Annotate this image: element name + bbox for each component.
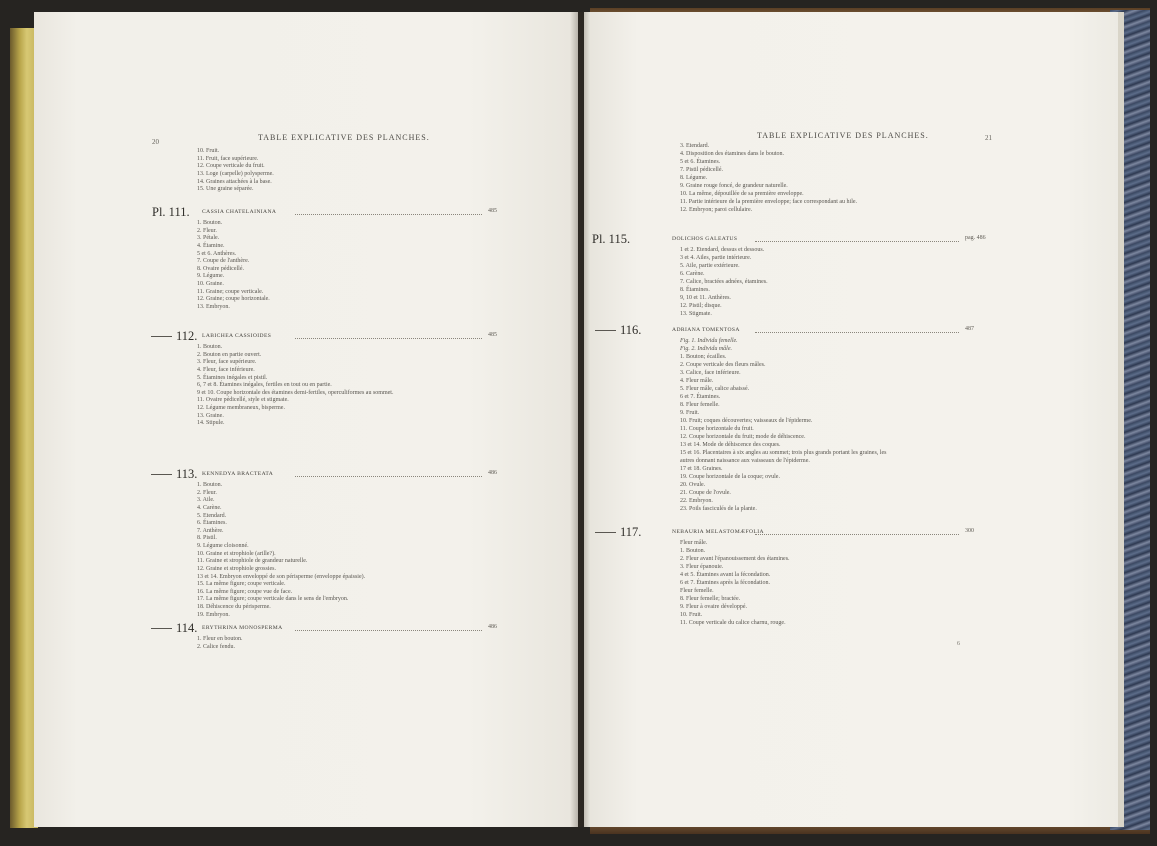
plate-page-reference: 487 — [965, 326, 974, 332]
legend-line: 2. Bouton en partie ouvert. — [197, 351, 262, 358]
legend-line: 11. Coupe verticale du calice charnu, rouge. — [680, 620, 786, 626]
legend-line: 11. Graine; coupe verticale. — [197, 288, 264, 295]
plate-label: Pl. 115. — [592, 232, 631, 246]
plate-label: 117. — [620, 525, 642, 539]
plate-label: 116. — [620, 323, 642, 337]
plate-ditto-dash — [151, 336, 172, 337]
legend-line: 15. Une graine séparée. — [197, 186, 254, 193]
legend-line: 8. Pistil. — [197, 535, 217, 542]
book-gutter — [570, 12, 590, 827]
leader-dots — [755, 534, 959, 535]
legend-line: 5 et 6. Anthères. — [197, 250, 237, 257]
legend-line: 7. Pistil pédicellé. — [680, 167, 723, 173]
leader-dots — [295, 338, 482, 339]
legend-line: 9. Fleur à ovaire développé. — [680, 604, 747, 610]
legend-line: 1. Bouton; écailles. — [680, 354, 727, 360]
legend-line: 17 et 18. Graines. — [680, 466, 723, 472]
legend-line: 13. Graine. — [197, 412, 224, 419]
legend-line: 4 et 5. Étamines avant la fécondation. — [680, 572, 771, 578]
legend-line: 17. La même figure; coupe verticale dans le sens de l'embryon. — [197, 596, 349, 603]
plate-label: 113. — [176, 467, 198, 481]
legend-line: 11. Graine et strophiole de grandeur naturelle. — [197, 558, 308, 565]
signature-mark: 6 — [957, 641, 960, 647]
leader-dots — [295, 214, 482, 215]
legend-line: 2. Fleur. — [197, 227, 217, 234]
legend-line: 18. Déhiscence du périsperme. — [197, 604, 271, 611]
legend-line: 23. Poils fasciculés de la plante. — [680, 506, 757, 512]
legend-line: 3. Fleur, face supérieure. — [197, 359, 257, 366]
legend-line: 12. Légume membraneux, bisperme. — [197, 405, 285, 412]
left-page-number: 20 — [152, 138, 159, 146]
legend-line: 1 et 2. Etendard, dessus et dessous. — [680, 247, 765, 253]
legend-line: 11. Partie intérieure de la première enveloppe; face correspondant au hile. — [680, 199, 858, 205]
legend-line: 13. Loge (carpelle) polysperme. — [197, 170, 274, 177]
plate-species-title: CASSIA CHATELAINIANA — [202, 209, 277, 215]
legend-line: 9. Légume. — [197, 273, 225, 280]
plate-species-title: NEBAURIA MELASTOMÆFOLIA — [672, 529, 764, 535]
legend-line: 8. Légume. — [680, 175, 708, 181]
legend-line: 4. Étamine. — [197, 242, 225, 249]
right-page-number: 21 — [985, 134, 992, 142]
plate-species-title: LABICHEA CASSIOIDES — [202, 333, 272, 339]
legend-line: 12. Graine et strophiole grossies. — [197, 565, 276, 572]
legend-line: 2. Coupe verticale des fleurs mâles. — [680, 362, 766, 368]
legend-line: 7. Anthère. — [197, 527, 224, 534]
legend-line: 16. La même figure; coupe vue de face. — [197, 588, 293, 595]
legend-line: Fig. 2. Individu mâle. — [680, 346, 732, 352]
legend-line: 10. Graine et strophiole (arille?). — [197, 550, 276, 557]
right-running-header: TABLE EXPLICATIVE DES PLANCHES. — [757, 131, 929, 140]
plate-species-title: DOLICHOS GALEATUS — [672, 236, 738, 242]
legend-line: 4. Fleur mâle. — [680, 378, 714, 384]
legend-line: 1. Bouton. — [197, 482, 223, 488]
legend-line: 13 et 14. Mode de déhiscence des coques. — [680, 442, 781, 448]
legend-line: 20. Ovule. — [680, 482, 706, 488]
plate-label: 112. — [176, 329, 198, 343]
plate-page-reference: 486 — [488, 470, 497, 476]
legend-line: Fleur mâle. — [680, 540, 708, 546]
legend-line: 12. Coupe horizontale du fruit; mode de déhiscence. — [680, 434, 806, 440]
leader-dots — [295, 630, 482, 631]
left-running-header: TABLE EXPLICATIVE DES PLANCHES. — [258, 133, 430, 142]
legend-line: autres donnant naissance aux vaisseaux de l'épiderme. — [680, 458, 810, 464]
legend-line: Fleur femelle. — [680, 588, 714, 594]
legend-line: 3. Pétale. — [197, 235, 220, 242]
legend-line: 9. Graine rouge foncé, de grandeur naturelle. — [680, 183, 788, 189]
plate-page-reference: 485 — [488, 332, 497, 338]
leader-dots — [755, 332, 959, 333]
plate-ditto-dash — [595, 532, 616, 533]
leader-dots — [295, 476, 482, 477]
plate-ditto-dash — [151, 628, 172, 629]
legend-line: 19. Coupe horizontale de la coque; ovule. — [680, 474, 780, 480]
legend-line: 3. Etendard. — [680, 143, 710, 149]
plate-species-title: ERYTHRINA MONOSPERMA — [202, 625, 283, 631]
legend-line: 9. Fruit. — [680, 410, 700, 416]
legend-line: 8. Ovaire pédicellé. — [197, 265, 244, 272]
page-edge-strip — [1118, 12, 1124, 827]
legend-line: 5. Étamines inégales et pistil. — [197, 374, 268, 381]
plate-ditto-dash — [151, 474, 172, 475]
legend-line: 14. Stipule. — [197, 420, 225, 427]
legend-line: 8. Étamines. — [680, 287, 710, 293]
legend-line: 11. Ovaire pédicellé, style et stigmate. — [197, 397, 289, 404]
legend-line: 11. Fruit, face supérieure. — [197, 155, 259, 162]
legend-line: 13. Stigmate. — [680, 311, 712, 317]
legend-line: Fig. 1. Individu femelle. — [680, 338, 738, 344]
legend-line: 10. Fruit. — [680, 612, 703, 618]
legend-line: 19. Embryon. — [197, 611, 230, 618]
legend-line: 13. Embryon. — [197, 303, 230, 310]
legend-line: 12. Embryon; paroi cellulaire. — [680, 207, 753, 213]
legend-line: 3. Aile. — [197, 497, 215, 504]
plate-species-title: KENNEDYA BRACTEATA — [202, 471, 274, 477]
legend-line: 12. Graine; coupe horizontale. — [197, 296, 270, 303]
legend-line: 10. Fruit. — [197, 148, 220, 154]
legend-line: 11. Coupe horizontale du fruit. — [680, 426, 754, 432]
plate-page-reference: 485 — [488, 208, 497, 214]
legend-line: 5. Etendard. — [197, 512, 227, 519]
legend-line: 2. Fleur. — [197, 489, 217, 496]
legend-line: 5. Aile, partie extérieure. — [680, 263, 740, 269]
legend-line: 6. Carène. — [680, 271, 705, 277]
plate-page-reference: 486 — [488, 624, 497, 630]
leader-dots — [755, 241, 959, 242]
legend-line: 15 et 16. Placentaires à six angles au sommet; trois plus grands portant les graines, les — [680, 450, 887, 456]
legend-line: 8. Fleur femelle; bractée. — [680, 596, 741, 602]
legend-line: 1. Bouton. — [680, 548, 706, 554]
legend-line: 4. Carène. — [197, 504, 222, 511]
plate-label: 114. — [176, 621, 198, 635]
plate-page-reference: 300 — [965, 528, 974, 534]
plate-label: Pl. 111. — [152, 205, 190, 219]
legend-line: 22. Embryon. — [680, 498, 713, 504]
legend-line: 8. Fleur femelle. — [680, 402, 720, 408]
legend-line: 1. Bouton. — [197, 220, 223, 226]
legend-line: 3. Calice, face inférieure. — [680, 370, 741, 376]
plate-species-title: ADRIANA TOMENTOSA — [672, 327, 740, 333]
legend-line: 10. Fruit; coques découvertes; vaisseaux de l'épiderme. — [680, 418, 813, 424]
legend-line: 5 et 6. Étamines. — [680, 159, 721, 165]
legend-line: 6, 7 et 8. Étamines inégales, fertiles en tout ou en partie. — [197, 382, 332, 389]
legend-line: 21. Coupe de l'ovule. — [680, 490, 731, 496]
legend-line: 2. Calice fendu. — [197, 643, 235, 650]
legend-line: 4. Fleur, face inférieure. — [197, 366, 255, 373]
legend-line: 9 et 10. Coupe horizontale des étamines demi-fertiles, operculiformes au sommet. — [197, 389, 394, 396]
legend-line: 6. Étamines. — [197, 520, 227, 527]
legend-line: 1. Fleur en bouton. — [197, 636, 243, 642]
legend-line: 9, 10 et 11. Anthères. — [680, 295, 731, 301]
legend-line: 9. Légume cloisonné. — [197, 543, 249, 550]
legend-line: 1. Bouton. — [197, 344, 223, 350]
legend-line: 5. Fleur mâle, calice abaissé. — [680, 386, 750, 392]
legend-line: 10. Graine. — [197, 281, 224, 288]
legend-line: 12. Coupe verticale du fruit. — [197, 163, 265, 170]
legend-line: 4. Disposition des étamines dans le bouton. — [680, 151, 784, 157]
legend-line: 6 et 7. Étamines après la fécondation. — [680, 580, 770, 586]
legend-line: 3 et 4. Ailes, partie intérieure. — [680, 255, 752, 261]
plate-page-reference: pag. 486 — [965, 235, 986, 241]
legend-line: 13 et 14. Embryon enveloppé de son périsperme (enveloppe épaissie). — [197, 573, 366, 580]
legend-line: 7. Coupe de l'anthère. — [197, 258, 250, 265]
legend-line: 15. La même figure; coupe verticale. — [197, 581, 286, 588]
legend-line: 3. Fleur épanouie. — [680, 564, 724, 570]
legend-line: 12. Pistil; disque. — [680, 303, 722, 309]
legend-line: 2. Fleur avant l'épanouissement des étamines. — [680, 556, 790, 562]
legend-line: 10. La même, dépouillée de sa première enveloppe. — [680, 191, 804, 197]
legend-line: 6 et 7. Étamines. — [680, 394, 721, 400]
legend-line: 14. Graines attachées à la base. — [197, 178, 272, 185]
legend-line: 7. Calice, bractées adnées, étamines. — [680, 279, 768, 285]
plate-ditto-dash — [595, 330, 616, 331]
